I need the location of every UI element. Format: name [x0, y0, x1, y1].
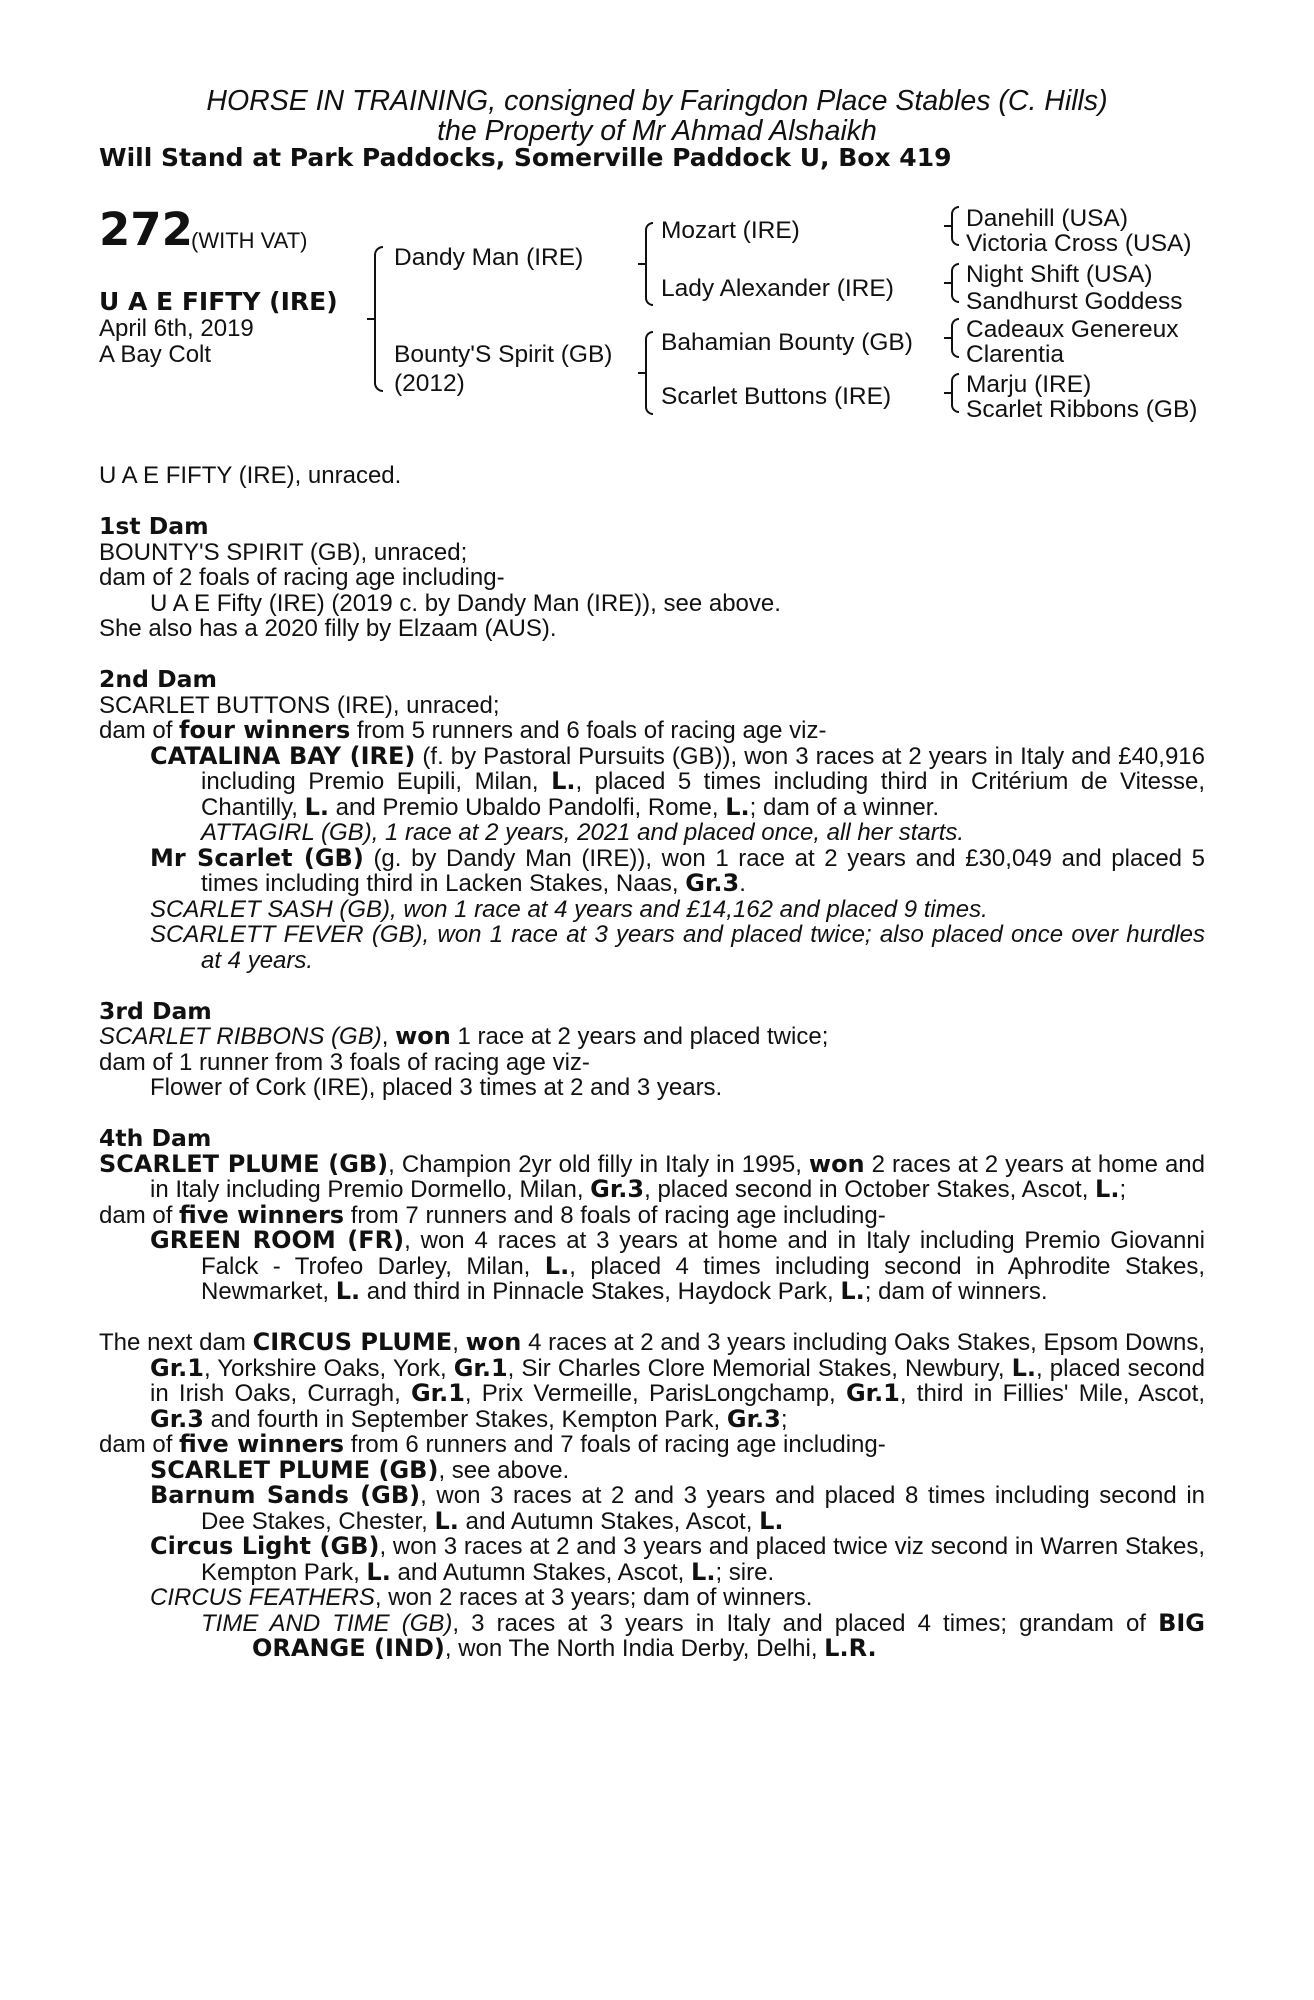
sd-dam: Sandhurst Goddess — [966, 288, 1183, 315]
second-dam-heading: 2nd Dam — [99, 665, 217, 693]
third-dam-line: SCARLET RIBBONS (GB), won 1 race at 2 years and placed twice; — [99, 1022, 829, 1050]
consignor-line: HORSE IN TRAINING, consigned by Faringdon Place Stables (C. Hills) — [206, 85, 1108, 117]
produce-entry: CATALINA BAY (IRE) (f. by Pastoral Pursuits (GB)), won 3 races at 2 years in Italy and £40,916 including Premio Eupili, Milan, L., placed 5 times including third in Critérium de Vitesse, Chantilly, L. and Premio Ubaldo Pandolfi, Rome, L.; dam of a winner. — [150, 741, 1205, 821]
ds-dam: Clarentia — [966, 341, 1065, 368]
ds-sire: Cadeaux Genereux — [966, 316, 1179, 343]
horse-description: A Bay Colt — [99, 341, 212, 368]
second-dam-produce: dam of four winners from 5 runners and 6 foals of racing age viz- — [99, 716, 827, 744]
second-dam-line: SCARLET BUTTONS (IRE), unraced; — [99, 691, 500, 719]
next-dam-produce: dam of five winners from 6 runners and 7 foals of racing age including- — [99, 1430, 886, 1458]
sire-name: Dandy Man (IRE) — [394, 244, 584, 271]
first-dam-line: BOUNTY'S SPIRIT (GB), unraced; — [99, 538, 468, 566]
fourth-dam-line: SCARLET PLUME (GB), Champion 2yr old filly in Italy in 1995, won 2 races at 2 years at home and in Italy including Premio Dormello, Milan, Gr.3, placed second in October Stakes, Ascot, L.; — [99, 1149, 1205, 1203]
pedigree-brace-ds — [951, 318, 959, 358]
race-summary: U A E FIFTY (IRE), unraced. — [99, 462, 402, 489]
vat-note: (WITH VAT) — [191, 228, 308, 253]
dd-sire: Marju (IRE) — [966, 371, 1092, 398]
produce-entry: Flower of Cork (IRE), placed 3 times at 2 and 3 years. — [150, 1074, 723, 1101]
dam-sire: Bahamian Bounty (GB) — [661, 329, 913, 356]
lot-number: 272 — [99, 203, 193, 256]
fourth-dam-heading: 4th Dam — [99, 1124, 212, 1152]
horse-name: U A E FIFTY (IRE) — [99, 287, 338, 316]
third-dam-heading: 3rd Dam — [99, 996, 212, 1025]
produce-entry: GREEN ROOM (FR), won 4 races at 3 years at home and in Italy including Premio Giovanni Falck - Trofeo Darley, Milan, L., placed 4 times including second in Aphrodite Stakes, Newmarket, L. and third in Pinnacle Stakes, Haydock Park, L.; dam of winners. — [150, 1226, 1206, 1305]
pedigree-brace-sire — [645, 222, 653, 306]
produce-entry: SCARLETT FEVER (GB), won 1 race at 3 years and placed twice; also placed once over hurdles at 4 years. — [150, 921, 1205, 974]
next-dam-line: The next dam CIRCUS PLUME, won 4 races at 2 and 3 years including Oaks Stakes, Epsom Downs, Gr.1, Yorkshire Oaks, York, Gr.1, Sir Charles Clore Memorial Stakes, Newbury, L., placed second in Irish Oaks, Curragh, Gr.1, Prix Vermeille, ParisLongchamp, Gr.1, third in Fillies' Mile, Ascot, Gr.3 and fourth in September Stakes, Kempton Park, Gr.3; — [99, 1328, 1205, 1433]
first-dam-produce: dam of 2 foals of racing age including- — [99, 564, 505, 591]
produce-entry: Mr Scarlet (GB) (g. by Dandy Man (IRE)), won 1 race at 2 years and £30,049 and placed 5 times including third in Lacken Stakes, Naas, Gr.3. — [150, 843, 1205, 897]
stand-location: Will Stand at Park Paddocks, Somerville Paddock U, Box 419 — [99, 143, 952, 172]
pedigree-brace-dam — [645, 331, 653, 415]
pedigree-brace-ss — [951, 206, 959, 246]
first-dam-note: She also has a 2020 filly by Elzaam (AUS). — [99, 615, 557, 642]
produce-entry: SCARLET SASH (GB), won 1 race at 4 years and £14,162 and placed 9 times. — [150, 895, 988, 923]
produce-entry: CIRCUS FEATHERS, won 2 races at 3 years; dam of winners. — [150, 1584, 813, 1611]
sire-sire: Mozart (IRE) — [661, 217, 800, 244]
sd-sire: Night Shift (USA) — [966, 261, 1153, 288]
produce-sub-entry: TIME AND TIME (GB), 3 races at 3 years in Italy and placed 4 times; grandam of BIG ORANGE (IND), won The North India Derby, Delhi, L.R. — [201, 1608, 1205, 1662]
foaling-date: April 6th, 2019 — [99, 315, 254, 342]
owner-line: the Property of Mr Ahmad Alshaikh — [437, 115, 877, 147]
ss-dam: Victoria Cross (USA) — [966, 230, 1192, 257]
third-dam-produce: dam of 1 runner from 3 foals of racing age viz- — [99, 1048, 590, 1076]
ss-sire: Danehill (USA) — [966, 205, 1129, 232]
first-dam-heading: 1st Dam — [99, 512, 209, 540]
produce-entry: Circus Light (GB), won 3 races at 2 and 3 years and placed twice viz second in Warren Stakes, Kempton Park, L. and Autumn Stakes, Ascot, L.; sire. — [150, 1532, 1206, 1586]
produce-sub-entry: ATTAGIRL (GB), 1 race at 2 years, 2021 and placed once, all her starts. — [201, 819, 965, 846]
pedigree-brace-sd — [951, 263, 959, 303]
produce-entry: SCARLET PLUME (GB), see above. — [150, 1455, 570, 1484]
sire-dam: Lady Alexander (IRE) — [661, 275, 894, 302]
produce-entry: Barnum Sands (GB), won 3 races at 2 and 3 years and placed 8 times including second in Dee Stakes, Chester, L. and Autumn Stakes, Ascot, L. — [150, 1481, 1205, 1535]
pedigree-brace-dd — [951, 373, 959, 413]
fourth-dam-produce: dam of five winners from 7 runners and 8 foals of racing age including- — [99, 1200, 886, 1229]
dam-year: (2012) — [394, 370, 465, 397]
first-dam-foal: U A E Fifty (IRE) (2019 c. by Dandy Man (IRE)), see above. — [150, 589, 781, 617]
pedigree-brace-1 — [374, 246, 383, 392]
pedigree-notes — [99, 463, 1205, 1662]
dam-dam: Scarlet Buttons (IRE) — [661, 383, 892, 410]
dam-name: Bounty'S Spirit (GB) — [394, 341, 613, 368]
dd-dam: Scarlet Ribbons (GB) — [966, 396, 1198, 423]
